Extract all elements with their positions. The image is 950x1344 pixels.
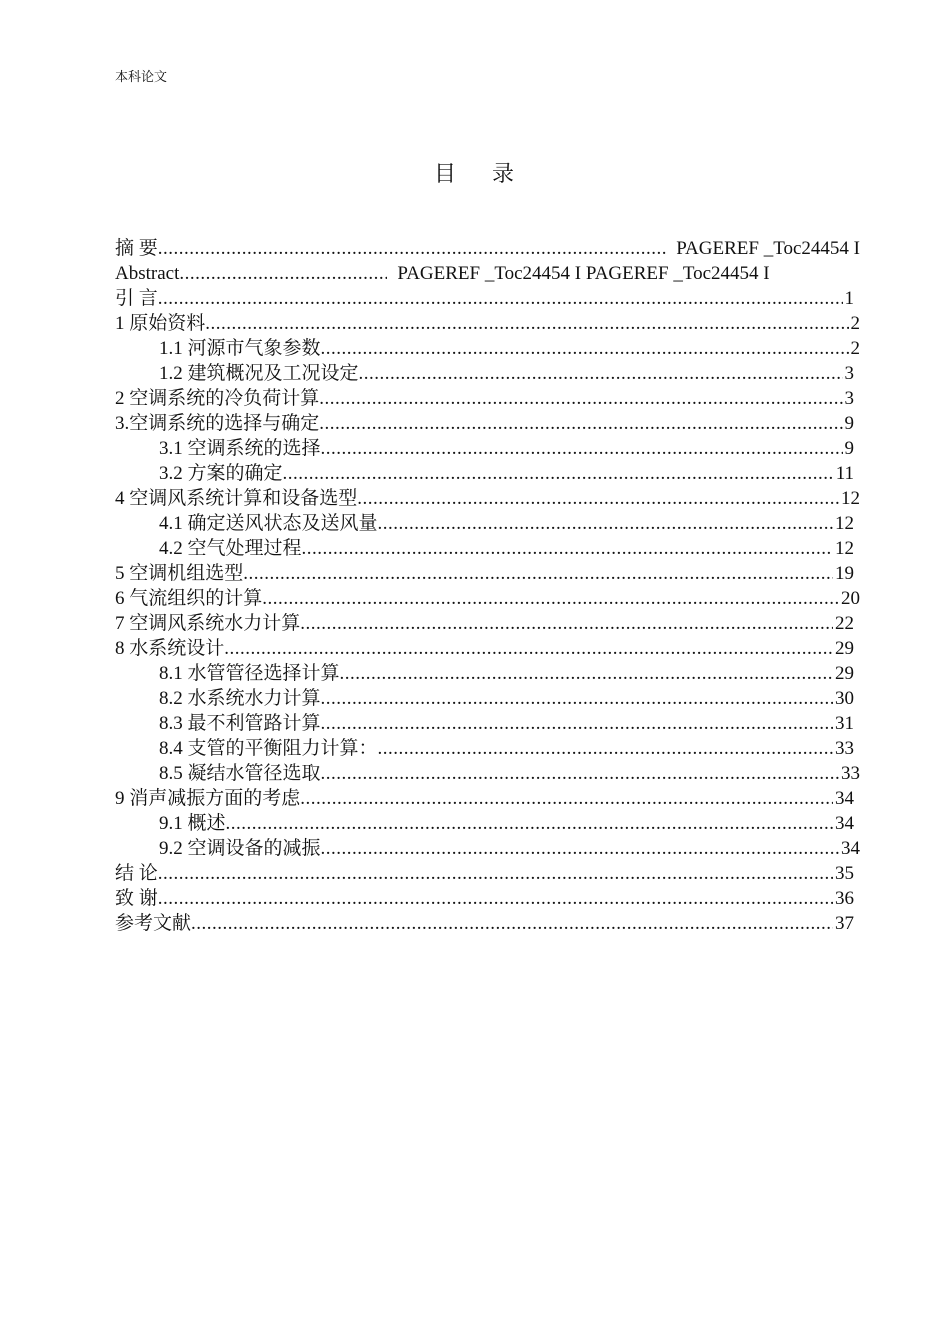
toc-entry[interactable]: 8.5 凝结水管径选取 ..... 33: [115, 761, 860, 786]
leader-dots: [191, 911, 833, 936]
toc-title: [0, 157, 950, 188]
leader-dots: [340, 661, 833, 686]
toc-entry[interactable]: 4 空调风系统计算和设备选型 ..... 12: [115, 486, 860, 511]
toc-entry[interactable]: 2 空调系统的冷负荷计算 ..... 3: [115, 386, 860, 411]
page-number: 30: [835, 688, 854, 709]
page-number: 1: [844, 288, 854, 309]
page-number: 34: [835, 813, 854, 834]
page-number: 22: [835, 613, 854, 634]
leader-dots: [158, 861, 833, 886]
leader-dots: [283, 461, 834, 486]
toc-entry[interactable]: 1 原始资料 ..... 2: [115, 311, 860, 336]
page-number: 2: [850, 338, 860, 359]
leader-dots: [158, 286, 843, 311]
toc-entry[interactable]: 8 水系统设计 ..... 29: [115, 636, 860, 661]
leader-dots: [378, 736, 833, 761]
toc-entry[interactable]: 9 消声减振方面的考虑 ..... 34: [115, 786, 860, 811]
toc-entry-abstract-en[interactable]: Abstract ..... PAGEREF _Toc24454 I PAGEREF _Toc24454 I: [115, 261, 860, 286]
toc-entry[interactable]: 7 空调风系统水力计算 ..... 22: [115, 611, 860, 636]
page-number: 29: [835, 663, 854, 684]
toc-entry-abstract-cn[interactable]: 摘 要 ..... PAGEREF _Toc24454 I: [115, 236, 860, 261]
toc-entry-conclusion[interactable]: 结 论 ..... 35: [115, 861, 860, 886]
leader-dots: [321, 336, 849, 361]
page-number: 19: [835, 563, 854, 584]
page-field-code: PAGEREF _Toc24454 I PAGEREF _Toc24454 I: [397, 263, 770, 284]
toc-entry[interactable]: 8.4 支管的平衡阻力计算： ..... 33: [115, 736, 860, 761]
toc-entry[interactable]: 8.3 最不利管路计算 ..... 31: [115, 711, 860, 736]
leader-dots: [321, 836, 839, 861]
toc-entry[interactable]: 8.1 水管管径选择计算 ..... 29: [115, 661, 860, 686]
toc-entry[interactable]: 4.2 空气处理过程 ..... 12: [115, 536, 860, 561]
toc-entry[interactable]: 1.1 河源市气象参数 ..... 2: [115, 336, 860, 361]
leader-dots: [321, 761, 839, 786]
leader-dots: [321, 686, 833, 711]
toc-entry[interactable]: 3.1 空调系统的选择 ..... 9: [115, 436, 860, 461]
leader-dots: [262, 586, 839, 611]
toc-entry[interactable]: 9.2 空调设备的减振 ..... 34: [115, 836, 860, 861]
leader-dots: [158, 236, 666, 261]
leader-dots: [179, 261, 387, 286]
page-number: 33: [835, 738, 854, 759]
leader-dots: [224, 636, 833, 661]
toc-entry[interactable]: 4.1 确定送风状态及送风量 ..... 12: [115, 511, 860, 536]
leader-dots: [302, 536, 833, 561]
leader-dots: [357, 486, 839, 511]
page-number: 3: [844, 363, 854, 384]
page-number: 34: [835, 788, 854, 809]
page-number: 36: [835, 888, 854, 909]
leader-dots: [243, 561, 833, 586]
toc-entry[interactable]: 6 气流组织的计算 ..... 20: [115, 586, 860, 611]
leader-dots: [321, 436, 843, 461]
page-number: 12: [835, 513, 854, 534]
toc-entry[interactable]: 1.2 建筑概况及工况设定 ..... 3: [115, 361, 860, 386]
toc-title-char-2: 录: [492, 161, 517, 186]
page-number: 12: [835, 538, 854, 559]
toc-entry[interactable]: 3.空调系统的选择与确定 ..... 9: [115, 411, 860, 436]
page-number: 31: [835, 713, 854, 734]
leader-dots: [359, 361, 843, 386]
toc-entry-acknowledgements[interactable]: 致 谢 ..... 36: [115, 886, 860, 911]
page-number: 2: [850, 313, 860, 334]
toc-entry[interactable]: 8.2 水系统水力计算 ..... 30: [115, 686, 860, 711]
leader-dots: [205, 311, 848, 336]
leader-dots: [321, 711, 833, 736]
page-number: 3: [844, 388, 854, 409]
page-number: 9: [844, 438, 854, 459]
leader-dots: [300, 786, 833, 811]
page-number: 9: [844, 413, 854, 434]
leader-dots: [158, 886, 833, 911]
leader-dots: [319, 411, 842, 436]
toc-title-char-1: 目: [433, 161, 458, 186]
page-number: 20: [841, 588, 860, 609]
page-field-code: PAGEREF _Toc24454 I: [676, 238, 860, 259]
page-number: 29: [835, 638, 854, 659]
page-number: 34: [841, 838, 860, 859]
page-number: 35: [835, 863, 854, 884]
page-number: 33: [841, 763, 860, 784]
page-number: 37: [835, 913, 854, 934]
page-number: 11: [835, 463, 854, 484]
leader-dots: [319, 386, 842, 411]
page-header: 本科论文: [115, 69, 168, 84]
leader-dots: [226, 811, 833, 836]
page-number: 12: [841, 488, 860, 509]
table-of-contents: [115, 236, 860, 936]
toc-entry-introduction[interactable]: 引 言 ..... 1: [115, 286, 860, 311]
toc-entry[interactable]: 5 空调机组选型 ..... 19: [115, 561, 860, 586]
toc-entry[interactable]: 9.1 概述 ..... 34: [115, 811, 860, 836]
toc-entry[interactable]: 3.2 方案的确定 ..... 11: [115, 461, 860, 486]
leader-dots: [378, 511, 833, 536]
toc-entry-references[interactable]: 参考文献 ..... 37: [115, 911, 860, 936]
leader-dots: [300, 611, 833, 636]
